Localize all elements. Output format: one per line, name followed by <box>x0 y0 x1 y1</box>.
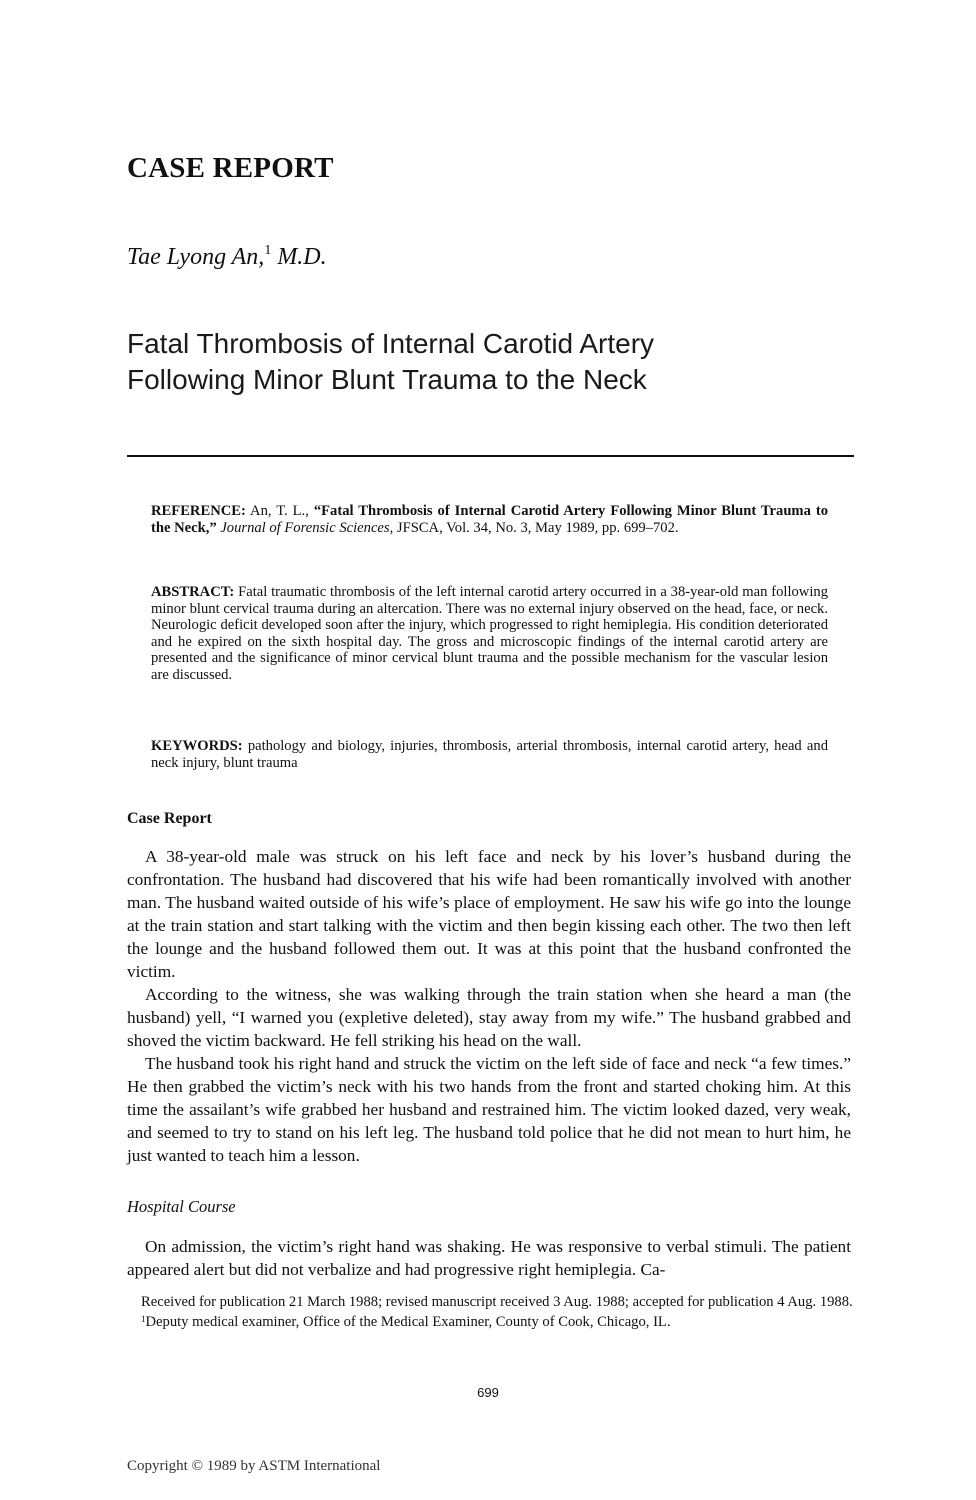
abstract-label: ABSTRACT: <box>151 584 235 600</box>
case-report-heading: Case Report <box>127 810 212 827</box>
abstract-block <box>151 584 828 683</box>
author-name: Tae Lyong An, <box>127 244 265 270</box>
keywords-text: pathology and biology, injuries, thrombosis, arterial thrombosis, internal carotid artery, head and neck injury, blunt trauma <box>151 738 828 771</box>
affiliation-marker: 1 <box>141 1314 146 1324</box>
case-report-body <box>127 845 851 1167</box>
author-degree: M.D. <box>271 244 327 270</box>
page-number: 699 <box>477 1385 499 1400</box>
title-line-2: Following Minor Blunt Trauma to the Neck <box>127 364 647 395</box>
body-paragraph: The husband took his right hand and struck the victim on the left side of face and neck “a few times.” He then grabbed the victim’s neck with his two hands from the front and started choking him. At this time the assailant’s wife grabbed her husband and restrained him. The victim looked dazed, very weak, and seemed to try to stand on his left leg. The husband told police that he did not mean to hurt him, he just wanted to teach him a lesson. <box>127 1054 851 1165</box>
reference-authors: An, T. L., <box>245 503 314 519</box>
title-line-1: Fatal Thrombosis of Internal Carotid Artery <box>127 328 655 359</box>
footnote-affiliation <box>127 1311 857 1331</box>
footnote-received: Received for publication 21 March 1988; revised manuscript received 3 Aug. 1988; accepted for publication 4 Aug. 1988. <box>141 1294 853 1310</box>
affiliation-text: Deputy medical examiner, Office of the Medical Examiner, County of Cook, Chicago, IL. <box>145 1314 671 1330</box>
author-line <box>127 243 327 271</box>
hospital-course-heading: Hospital Course <box>127 1197 236 1216</box>
copyright-notice: Copyright © 1989 by ASTM International <box>127 1458 381 1474</box>
hospital-course-body <box>127 1235 851 1281</box>
keywords-block <box>151 738 828 771</box>
body-paragraph: According to the witness, she was walking through the train station when she heard a man (the husband) yell, “I warned you (expletive deleted), stay away from my wife.” The husband grabbed and shoved the victim backward. He fell striking his head on the wall. <box>127 985 851 1050</box>
section-label: CASE REPORT <box>127 152 334 184</box>
article-title <box>127 326 847 398</box>
body-paragraph: A 38-year-old male was struck on his left face and neck by his lover’s husband during the confrontation. The husband had discovered that his wife had been romantically involved with another man. The husband waited outside of his wife’s place of employment. He saw his wife go into the lounge at the train station and start talking with the victim and then begin kissing each other. The two then left the lounge and the husband followed them out. It was at this point that the husband confronted the victim. <box>127 847 851 981</box>
body-paragraph: On admission, the victim’s right hand was shaking. He was responsive to verbal stimuli. The patient appeared alert but did not verbalize and had progressive right hemiplegia. Ca- <box>127 1237 851 1279</box>
author-footnote-marker: 1 <box>264 243 272 258</box>
title-rule <box>127 455 854 457</box>
reference-title: “Fatal Thrombosis of Internal Carotid Artery Following Minor Blunt Trauma to the Neck,” <box>151 503 828 536</box>
keywords-label: KEYWORDS: <box>151 738 243 754</box>
reference-journal: Journal of Forensic Sciences, <box>216 519 394 536</box>
reference-label: REFERENCE: <box>151 503 246 519</box>
abstract-text: Fatal traumatic thrombosis of the left internal carotid artery occurred in a 38-year-old man following minor blunt cervical trauma during an altercation. There was no external injury observed on the head, face, or neck. Neurologic deficit developed soon after the injury, which progressed to right hemiplegia. His condition deteriorated and he expired on the sixth hospital day. The gross and microscopic findings of the internal carotid artery are presented and the significance of minor cervical blunt trauma and the possible mechanism for the vascular lesion are discussed. <box>151 584 828 683</box>
reference-block <box>151 503 828 536</box>
reference-citation: JFSCA, Vol. 34, No. 3, May 1989, pp. 699–702. <box>393 519 679 536</box>
footnotes <box>127 1294 857 1331</box>
